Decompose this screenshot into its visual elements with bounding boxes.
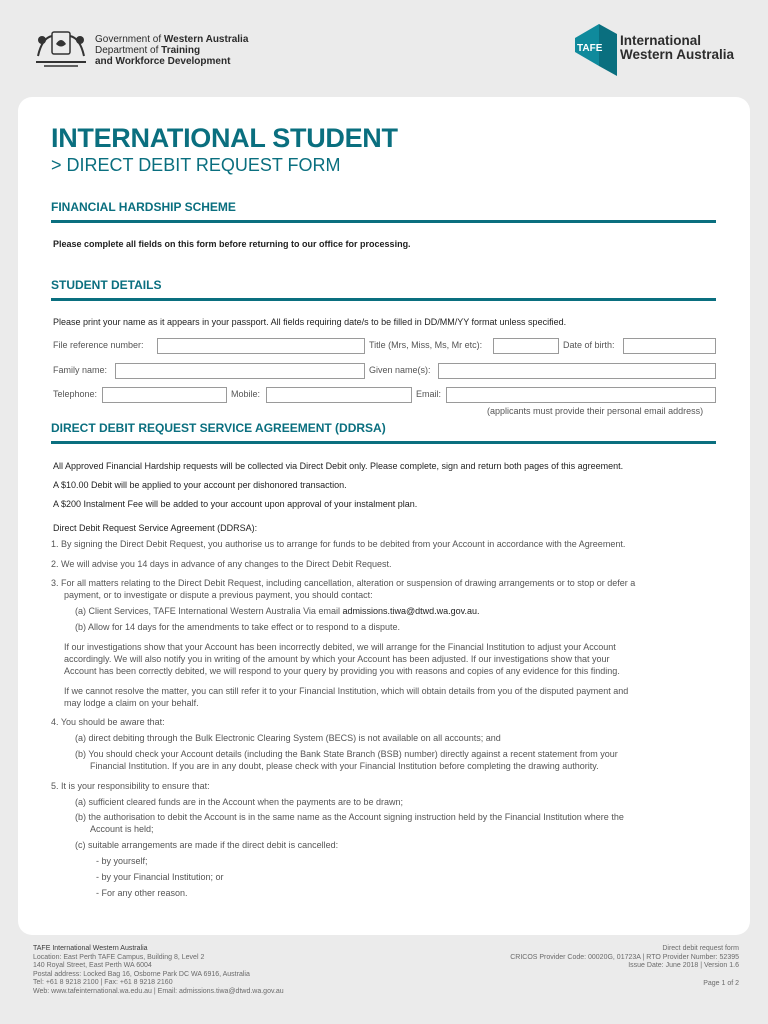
email-note: (applicants must provide their personal email address) [487, 406, 704, 416]
telephone-label: Telephone: [53, 389, 98, 399]
section-divider [51, 298, 716, 301]
agreement-item-5b-cont: Account is held; [90, 824, 154, 834]
footer-street: 140 Royal Street, East Perth WA 6004 [33, 962, 152, 970]
section-divider [51, 441, 716, 444]
page-number: Page 1 of 2 [703, 980, 739, 987]
student-details-heading: STUDENT DETAILS [51, 278, 162, 292]
footer-org: TAFE International Western Australia [33, 945, 148, 952]
family-name-input[interactable] [115, 363, 365, 379]
footer-issue: Issue Date: June 2018 | Version 1.6 [628, 962, 739, 970]
contact-email: admissions.tiwa@dtwd.wa.gov.au. [342, 606, 480, 616]
footer-contact [33, 945, 284, 997]
file-ref-label: File reference number: [53, 340, 144, 350]
agreement-item-2: 2. We will advise you 14 days in advance of any changes to the Direct Debit Request. [51, 559, 392, 569]
hardship-heading: FINANCIAL HARDSHIP SCHEME [51, 200, 236, 214]
given-names-label: Given name(s): [369, 365, 431, 375]
page-title: INTERNATIONAL STUDENT [51, 123, 398, 153]
mobile-input[interactable] [266, 387, 412, 403]
agreement-item-5c: (c) suitable arrangements are made if the direct debit is cancelled: [75, 840, 339, 850]
footer-providers: CRICOS Provider Code: 00020G, 01723A | RTO Provider Number: 52395 [510, 953, 739, 961]
government-crest-logo [32, 26, 90, 70]
agreement-item-3b: (b) Allow for 14 days for the amendments to take effect or to respond to a dispute. [75, 622, 401, 632]
student-instruction: Please print your name as it appears in your passport. All fields requiring date/s to be filled in DD/MM/YY format unless specified. [53, 317, 567, 327]
agreement-item-1: 1. By signing the Direct Debit Request, you authorise us to arrange for funds to be debited from your Account in accordance with the Agreement. [51, 539, 626, 549]
ddrsa-heading: DIRECT DEBIT REQUEST SERVICE AGREEMENT (DDRSA) [51, 421, 386, 435]
dob-label: Date of birth: [563, 340, 615, 350]
agreement-item-3-cont: payment, or to investigate or dispute a previous payment, you should contact: [64, 590, 373, 600]
telephone-input[interactable] [102, 387, 227, 403]
agreement-para-1b: accordingly. We will also notify you in writing of the amount by which your Account has been adjusted. If our investigations show that your [64, 654, 610, 664]
agreement-para-1a: If our investigations show that your Account has been incorrectly debited, we will arrange for the Financial Institution to adjust your Account [64, 642, 616, 652]
title-label: Title (Mrs, Miss, Ms, Mr etc): [369, 340, 483, 350]
form-card [18, 97, 750, 935]
agreement-item-5b: (b) the authorisation to debit the Account is in the same name as the Account signing instruction held by the Financial Institution where the [75, 812, 624, 822]
mobile-label: Mobile: [231, 389, 261, 399]
footer-location: Location: East Perth TAFE Campus, Building 8, Level 2 [33, 953, 205, 961]
agreement-para-2b: may lodge a claim on your behalf. [64, 698, 199, 708]
footer-doc-name: Direct debit request form [662, 945, 739, 952]
hardship-instruction: Please complete all fields on this form before returning to our office for processing. [53, 239, 411, 249]
agreement-item-5: 5. It is your responsibility to ensure that: [51, 781, 210, 791]
agreement-item-5a: (a) sufficient cleared funds are in the Account when the payments are to be drawn; [75, 797, 404, 807]
ddrsa-intro-1: All Approved Financial Hardship requests will be collected via Direct Debit only. Please complete, sign and return both pages of this agreement. [53, 461, 624, 471]
agreement-para-2a: If we cannot resolve the matter, you can still refer it to your Financial Institution, which will obtain details from you of the disputed payment and [64, 686, 629, 696]
government-department-text: Government of Western Australia Department of Training and Workforce Development [95, 34, 249, 67]
agreement-para-1c: Account has been correctly debited, we will respond to your query by providing you with reasons and copies of any evidence for this finding. [64, 666, 620, 676]
agreement-item-3a: (a) Client Services, TAFE International Western Australia Via email admissions.tiwa@dtwd.wa.gov.au. [75, 606, 480, 616]
agreement-item-3: 3. For all matters relating to the Direct Debit Request, including cancellation, alteration or suspension of drawing arrangements or to stop or defer a [51, 578, 636, 588]
file-ref-input[interactable] [157, 338, 365, 354]
agreement-item-5c-2: - by your Financial Institution; or [96, 872, 224, 882]
page-subtitle: > DIRECT DEBIT REQUEST FORM [51, 155, 341, 175]
footer-web: Web: www.tafeinternational.wa.edu.au | Email: admissions.tiwa@dtwd.wa.gov.au [33, 987, 284, 995]
footer-postal: Postal address: Locked Bag 16, Osborne Park DC WA 6916, Australia [33, 970, 250, 978]
tafe-logo [575, 24, 617, 76]
ddrsa-intro-2: A $10.00 Debit will be applied to your account per dishonored transaction. [53, 480, 347, 490]
agreement-item-4: 4. You should be aware that: [51, 717, 165, 727]
tafe-badge-text: TAFE [577, 43, 603, 54]
given-names-input[interactable] [438, 363, 716, 379]
footer-phone: Tel: +61 8 9218 2100 | Fax: +61 8 9218 2160 [33, 979, 173, 987]
agreement-item-4b: (b) You should check your Account details (including the Bank State Branch (BSB) number) directly against a recent statement from your [75, 749, 618, 759]
email-input[interactable] [446, 387, 716, 403]
section-divider [51, 220, 716, 223]
agreement-item-5c-3: - For any other reason. [96, 888, 188, 898]
agreement-item-4a: (a) direct debiting through the Bulk Electronic Clearing System (BECS) is not available on all accounts; and [75, 733, 501, 743]
email-label: Email: [416, 389, 442, 399]
ddrsa-intro-3: A $200 Instalment Fee will be added to your account upon approval of your instalment plan. [53, 499, 418, 509]
agreement-item-5c-1: - by yourself; [96, 856, 148, 866]
tafe-org-name: International Western Australia [620, 33, 735, 62]
agreement-item-4b-cont: Financial Institution. If you are in any doubt, please check with your Financial Institution before completing the drawing authority. [90, 761, 599, 771]
family-name-label: Family name: [53, 365, 108, 375]
title-input[interactable] [493, 338, 559, 354]
dob-input[interactable] [623, 338, 716, 354]
agreement-title: Direct Debit Request Service Agreement (DDRSA): [53, 523, 258, 533]
footer-document-info [510, 945, 739, 971]
